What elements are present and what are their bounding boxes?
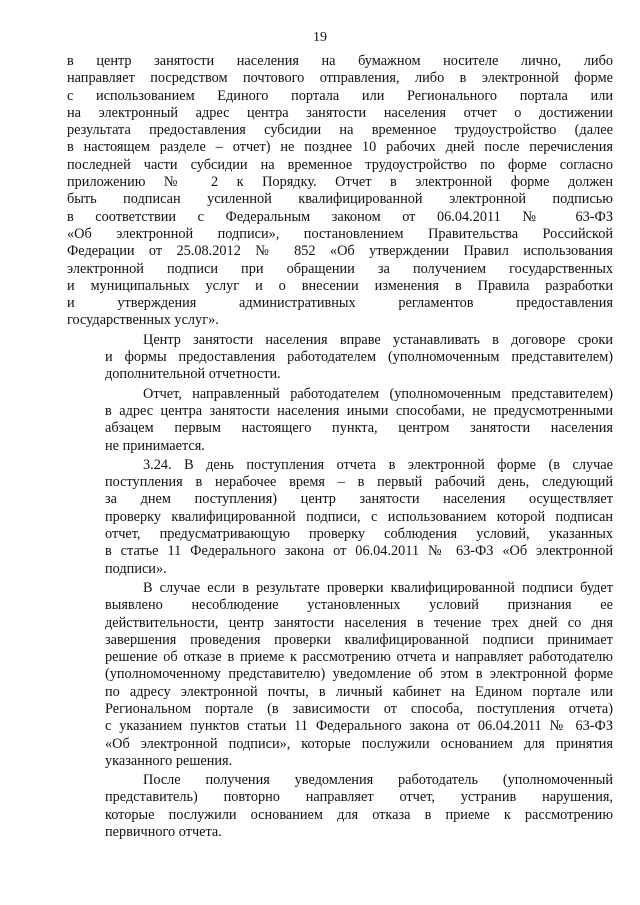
paragraph-resubmission — [67, 772, 613, 841]
text-line: проверку квалифицированной подписи, с использованием которой подписан — [105, 508, 613, 525]
text-line: которые послужили основанием для отказа в приеме к рассмотрению — [105, 806, 613, 823]
text-line: указанного решения. — [105, 752, 233, 769]
text-line: не принимается. — [105, 437, 205, 454]
text-line: электронной подписи при обращении за получением государственных — [67, 260, 613, 277]
text-line: и муниципальных услуг и о внесении изменения в Правила разработки — [67, 277, 613, 294]
text-line: в соответствии с Федеральным законом от 06.04.2011 № 63-ФЗ — [67, 208, 613, 225]
text-line: абзацем первым настоящего пункта, центром занятости населения — [105, 420, 613, 437]
text-line: в центр занятости населения на бумажном носителе лично, либо — [67, 53, 613, 69]
text-line: направляет посредством почтового отправления, либо в электронной форме — [67, 70, 613, 87]
text-line: дополнительной отчетности. — [105, 366, 281, 383]
text-line: с использованием Единого портала или Регионального портала или — [67, 87, 613, 104]
text-line: и формы предоставления работодателем (уполномоченным представителем) — [105, 349, 613, 366]
text-line: представитель) повторно направляет отчет, устранив нарушения, — [105, 789, 613, 806]
text-line: в адрес центра занятости населения иными способами, не предусмотренными — [105, 402, 613, 419]
text-line: поступления в нерабочее время – в первый рабочий день, следующий — [105, 474, 613, 491]
text-line: отчет, предусматривающую проверку соблюдения условий, указанных — [105, 526, 613, 543]
paragraph-signature-verification-failure — [67, 580, 613, 770]
text-line: (уполномоченному представителю) уведомление об этом в электронной форме — [105, 666, 613, 683]
text-line: за днем поступления) центр занятости населения осуществляет — [105, 491, 613, 508]
text-line: Отчет, направленный работодателем (уполномоченным представителем) — [143, 385, 613, 402]
text-line: «Об электронной подписи», постановлением Правительства Российской — [67, 225, 613, 242]
text-line: приложению № 2 к Порядку. Отчет в электронной форме должен — [67, 174, 613, 191]
page-number: 19 — [313, 30, 327, 45]
paragraph-report-submission — [67, 53, 613, 330]
text-line: подписи». — [105, 560, 167, 577]
text-line: Региональном портале (в зависимости от способа, поступления отчета) — [105, 700, 613, 717]
text-line: «Об электронной подписи», которые послужили основанием для принятия — [105, 735, 613, 752]
text-line: с указанием пунктов статьи 11 Федерального закона от 06.04.2011 № 63-ФЗ — [105, 718, 613, 735]
text-line: В случае если в результате проверки квалифицированной подписи будет — [143, 579, 613, 596]
text-line: выявлено несоблюдение установленных условий признания ее — [105, 597, 613, 614]
text-line: Федерации от 25.08.2012 № 852 «Об утверждении Правил использования — [67, 243, 613, 260]
text-line: решение об отказе в приеме к рассмотрению отчета и направляет работодателю — [105, 649, 613, 666]
text-line: завершения проведения проверки квалифицированной подписи принимает — [105, 631, 613, 648]
text-line: и утверждения административных регламентов предоставления — [67, 295, 613, 312]
text-line: по адресу электронной почты, в личный кабинет на Едином портале или — [105, 683, 613, 700]
text-line: 3.24. В день поступления отчета в электронной форме (в случае — [143, 456, 613, 473]
text-line: Центр занятости населения вправе устанавливать в договоре сроки — [143, 331, 613, 348]
text-line: первичного отчета. — [105, 824, 222, 841]
paragraph-report-not-accepted — [67, 386, 613, 455]
paragraph-additional-reporting — [67, 332, 613, 384]
text-line: государственных услуг». — [67, 312, 219, 329]
text-line: последней части субсидии на временное трудоустройство по форме согласно — [67, 156, 613, 173]
text-line: После получения уведомления работодатель (уполномоченный — [143, 772, 613, 789]
text-line: быть подписан усиленной квалифицированной электронной подписью — [67, 191, 613, 208]
body-text — [67, 53, 613, 843]
text-line: действительности, центр занятости населения в течение трех дней со дня — [105, 614, 613, 631]
paragraph-clause-3-24 — [67, 457, 613, 578]
text-line: в статье 11 Федерального закона от 06.04.2011 № 63-ФЗ «Об электронной — [105, 543, 613, 560]
text-line: на электронный адрес центра занятости населения отчет о достижении — [67, 104, 613, 121]
text-line: в настоящем разделе – отчет) не позднее 10 рабочих дней после перечисления — [67, 139, 613, 156]
text-line: результата предоставления субсидии на временное трудоустройство (далее — [67, 122, 613, 139]
